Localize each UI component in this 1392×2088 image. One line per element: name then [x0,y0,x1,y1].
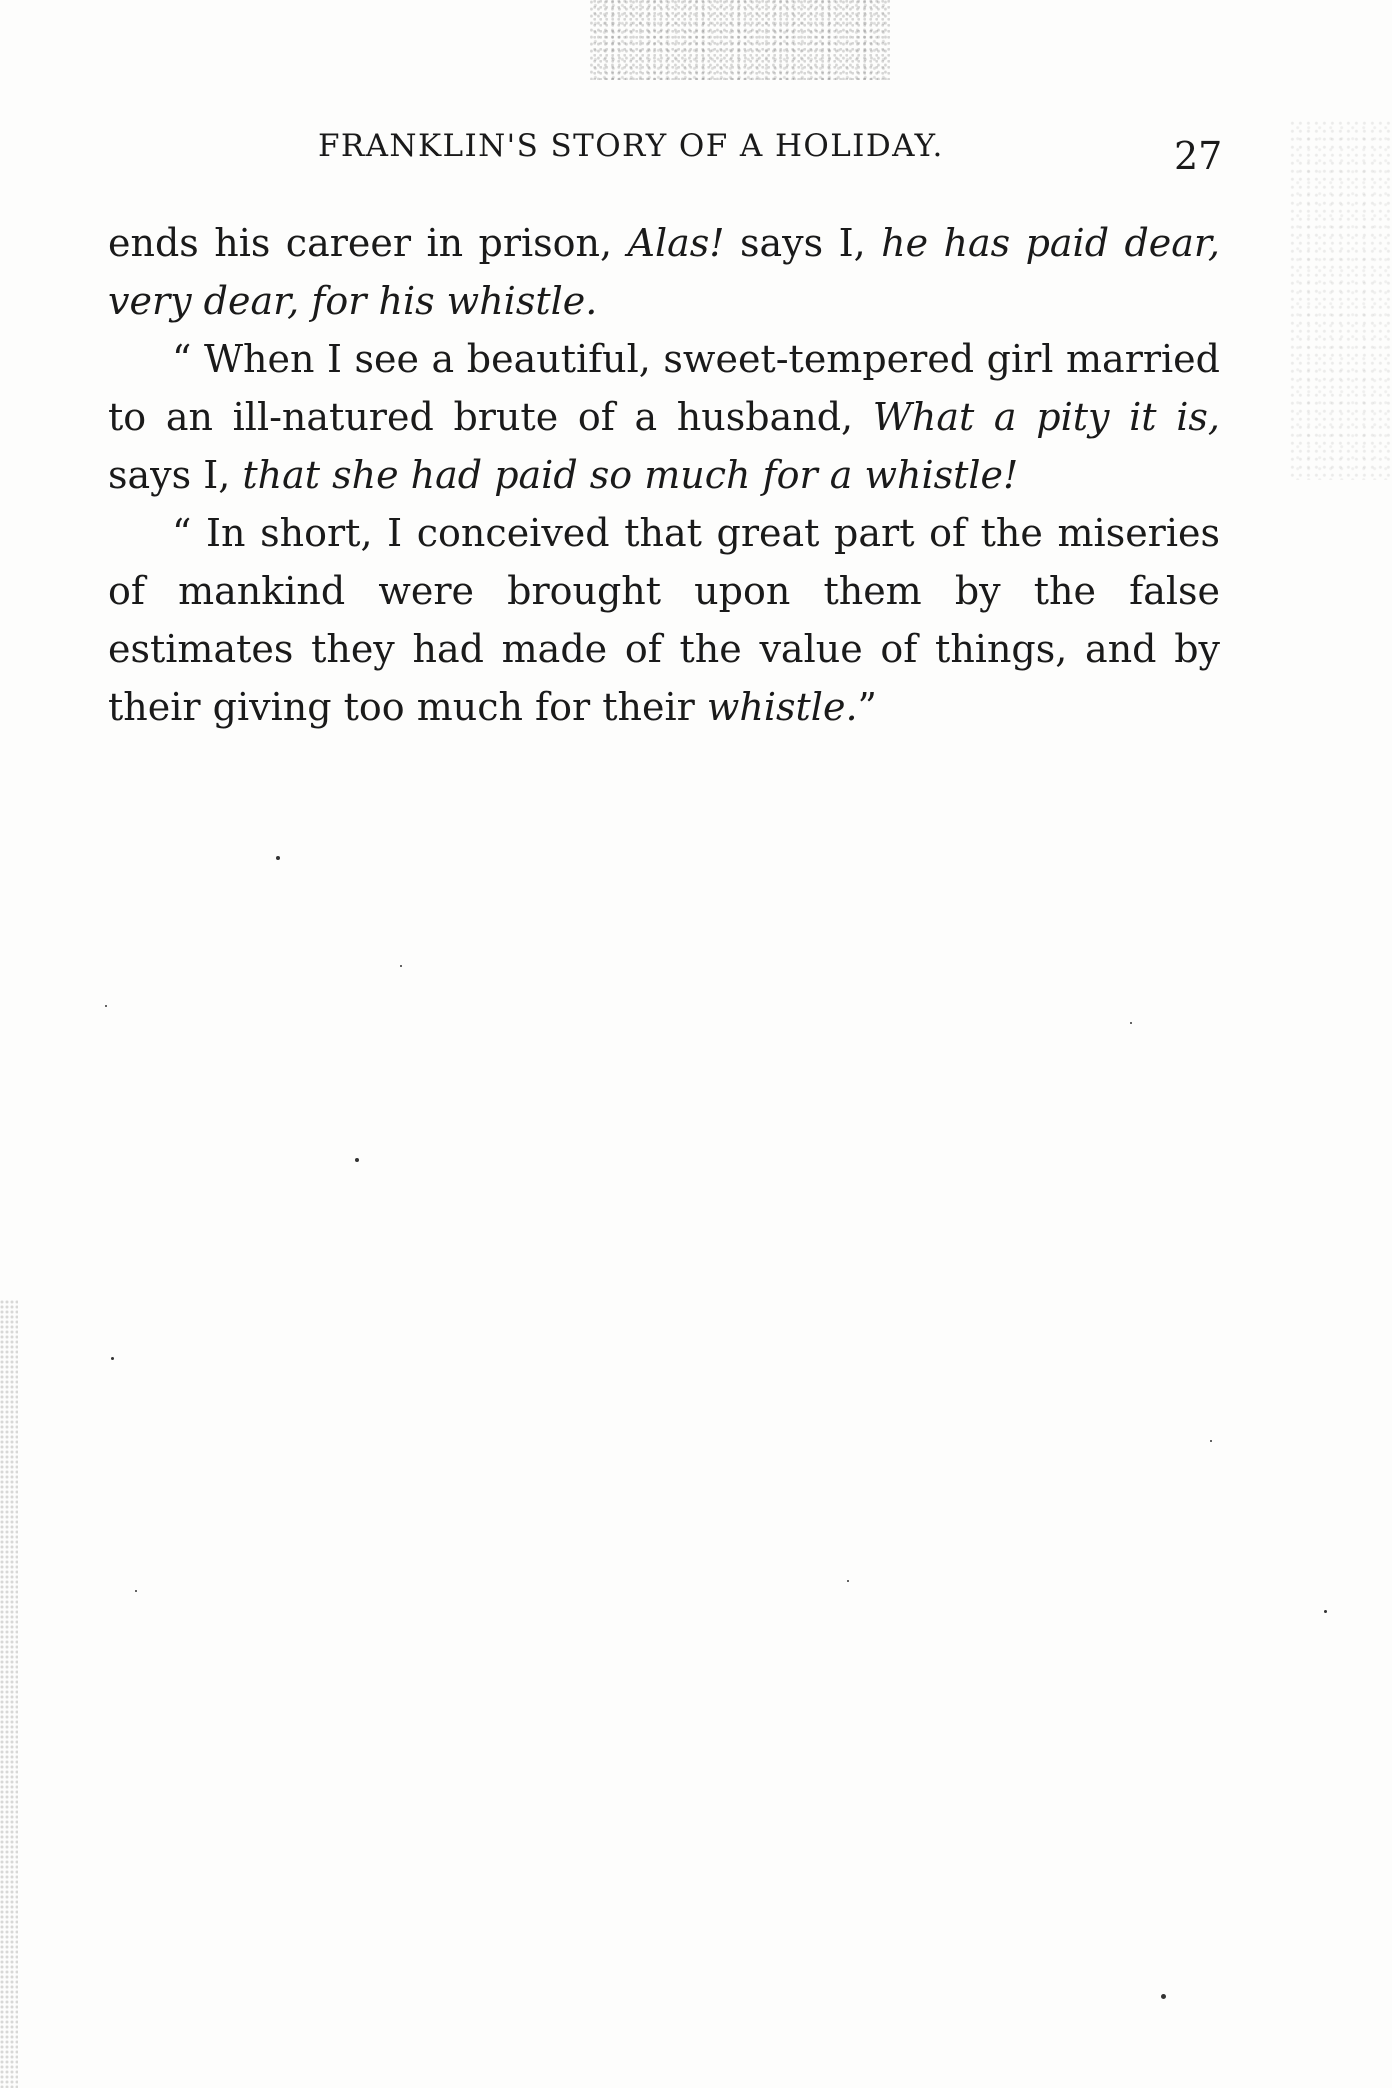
scan-speck [276,856,280,860]
italic-segment: What a pity it is, [872,395,1220,439]
page-number: 27 [1174,134,1223,178]
text-segment: “ When I see a beautiful, sweet-tempered girl married to an ill-natured brute of a husband, [108,337,1220,439]
italic-segment: whistle. [706,685,858,729]
paragraph-1 [108,214,1220,330]
scan-speck [1130,1022,1132,1024]
text-segment: ends his career in prison, [108,221,628,265]
italic-segment: he has paid dear, very dear, for his whistle. [108,221,1221,323]
running-head-title: FRANKLIN'S STORY OF A HOLIDAY. [318,128,944,164]
scan-artifact-top [590,0,890,80]
text-segment: “ In short, I conceived that great part of the miseries of mankind were brought upon them by the false estimates they had made of the value of things, and by their giving too much for their [108,511,1220,729]
scan-speck [847,1580,849,1582]
scan-artifact-right [1290,120,1392,480]
scan-artifact-left [0,1300,18,2088]
text-segment: says I, [724,221,882,265]
paragraph-3 [108,504,1220,736]
body-text [108,214,1220,736]
scan-speck [105,1005,107,1007]
scan-speck [1324,1610,1327,1613]
scan-speck [135,1590,137,1592]
scan-speck [400,965,402,967]
text-segment: says I, [108,453,243,497]
scan-speck [1161,1994,1166,1999]
scan-speck [1210,1440,1212,1442]
italic-segment: that she had paid so much for a whistle! [242,453,1019,497]
scan-speck [355,1158,359,1162]
italic-segment: Alas! [627,221,725,265]
scan-speck [111,1357,114,1360]
text-segment: ” [857,685,877,729]
paragraph-2 [108,330,1220,504]
